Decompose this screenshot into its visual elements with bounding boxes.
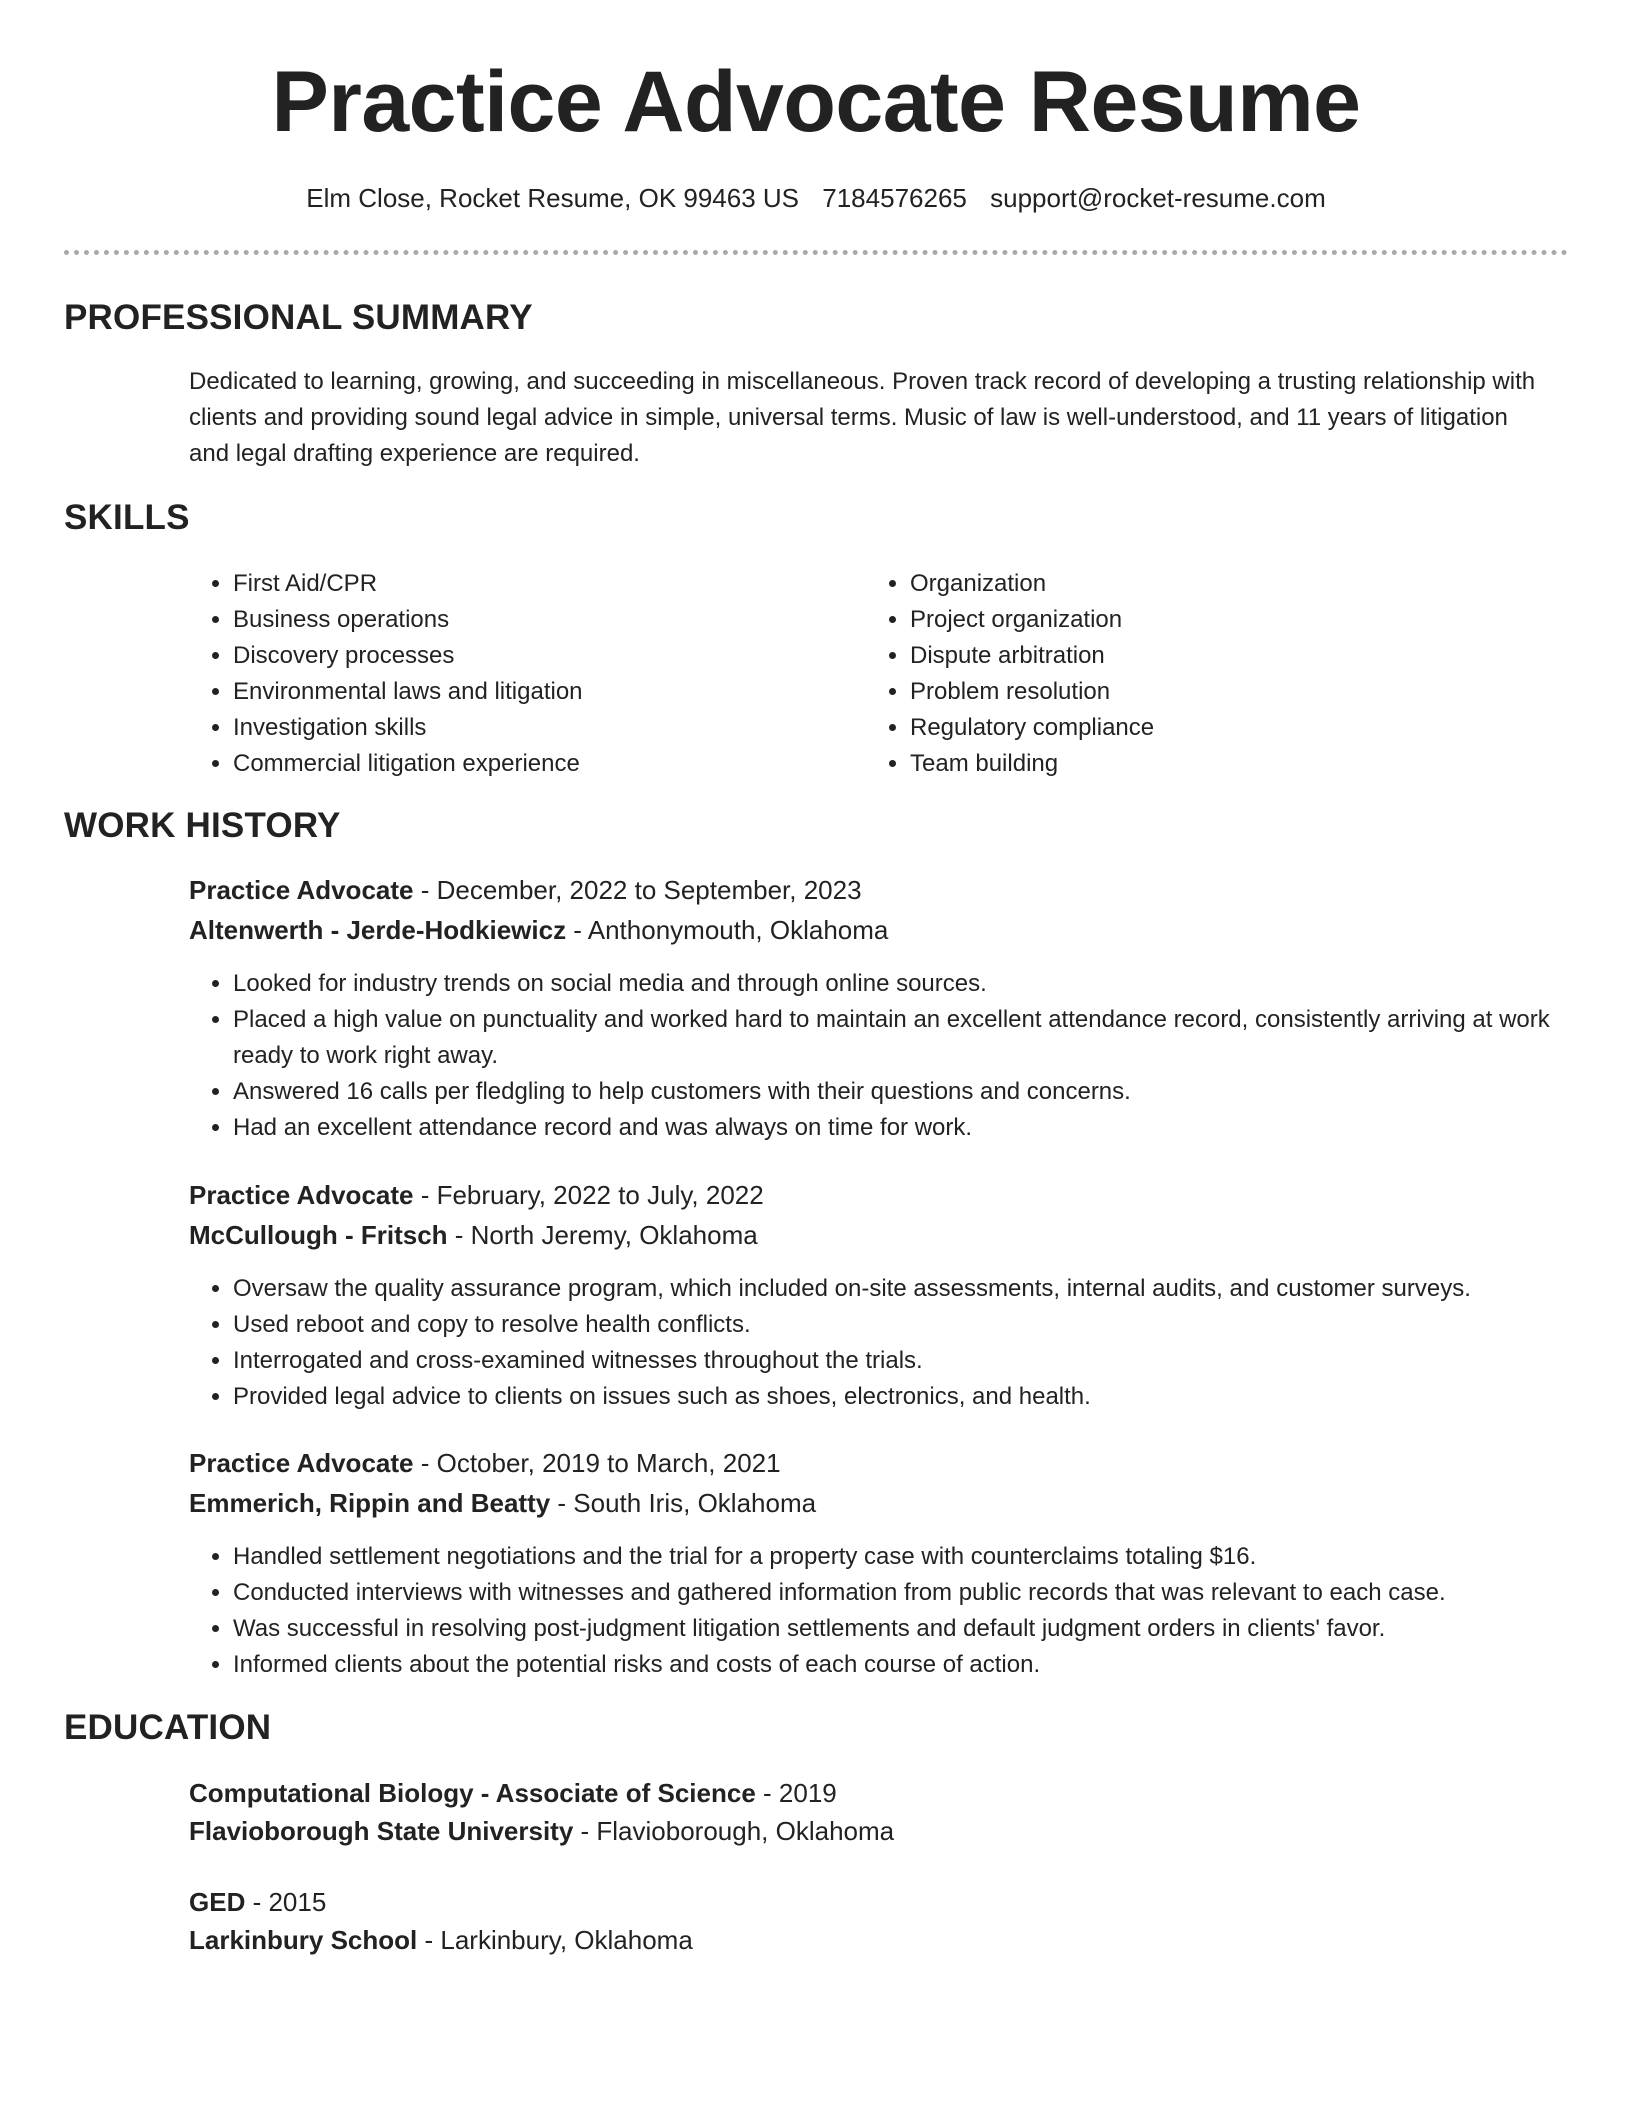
skill-item: • Discovery processes bbox=[233, 638, 583, 674]
skill-item: • Regulatory compliance bbox=[910, 710, 1154, 746]
education-heading: EDUCATION bbox=[64, 1708, 272, 1747]
job-bullet: • Had an excellent attendance record and was always on time for work. bbox=[233, 1110, 1593, 1146]
job-bullet: • Looked for industry trends on social media and through online sources. bbox=[233, 966, 1593, 1002]
skill-item: • First Aid/CPR bbox=[233, 566, 583, 602]
job-bullet: • Answered 16 calls per fledgling to help customers with their questions and concerns. bbox=[233, 1074, 1593, 1110]
email: support@rocket-resume.com bbox=[990, 183, 1326, 213]
skill-item: • Environmental laws and litigation bbox=[233, 674, 583, 710]
job-bullet: • Interrogated and cross-examined witnesses throughout the trials. bbox=[233, 1343, 1593, 1379]
skill-item: • Commercial litigation experience bbox=[233, 746, 583, 782]
header-divider bbox=[64, 250, 1568, 255]
resume-title: Practice Advocate Resume bbox=[271, 54, 1361, 150]
job-bullets bbox=[189, 1539, 1593, 1683]
job-bullet: • Informed clients about the potential risks and costs of each course of action. bbox=[233, 1647, 1593, 1683]
education-school-line bbox=[189, 1920, 693, 1960]
job-title-line bbox=[189, 1175, 764, 1215]
job-bullets bbox=[189, 1271, 1593, 1415]
education-year: - 2015 bbox=[245, 1887, 327, 1917]
education-location: - Flavioborough, Oklahoma bbox=[573, 1816, 895, 1846]
education-school: Larkinbury School bbox=[189, 1925, 418, 1955]
job-bullet: • Handled settlement negotiations and the trial for a property case with counterclaims totaling $16. bbox=[233, 1539, 1593, 1575]
skill-item: • Organization bbox=[910, 566, 1154, 602]
job-location: - South Iris, Oklahoma bbox=[550, 1488, 817, 1518]
job-company-line bbox=[189, 1483, 816, 1523]
skill-item: • Investigation skills bbox=[233, 710, 583, 746]
skill-item: • Problem resolution bbox=[910, 674, 1154, 710]
summary-heading: PROFESSIONAL SUMMARY bbox=[64, 298, 533, 337]
work-heading: WORK HISTORY bbox=[64, 806, 341, 845]
job-company: Emmerich, Rippin and Beatty bbox=[189, 1488, 551, 1518]
skill-item: • Project organization bbox=[910, 602, 1154, 638]
job-title-line bbox=[189, 1443, 781, 1483]
skills-list-right bbox=[866, 566, 1154, 782]
summary-text: Dedicated to learning, growing, and succeeding in miscellaneous. Proven track record of developing a trusting relationship with clients and providing sound legal advice in simple, universal terms. Music of law is well-understood, and 11 years of litigation and legal drafting experience are required. bbox=[189, 368, 1536, 467]
job-dates: - February, 2022 to July, 2022 bbox=[413, 1180, 764, 1210]
job-bullet: • Used reboot and copy to resolve health conflicts. bbox=[233, 1307, 1593, 1343]
job-location: - North Jeremy, Oklahoma bbox=[447, 1220, 758, 1250]
skills-heading: SKILLS bbox=[64, 498, 190, 537]
education-school-line bbox=[189, 1811, 894, 1851]
contact-line bbox=[0, 180, 1632, 216]
address: Elm Close, Rocket Resume, OK 99463 US bbox=[306, 183, 800, 213]
job-company: McCullough - Fritsch bbox=[189, 1220, 448, 1250]
skill-item: • Business operations bbox=[233, 602, 583, 638]
job-dates: - October, 2019 to March, 2021 bbox=[413, 1448, 781, 1478]
job-bullet: • Provided legal advice to clients on issues such as shoes, electronics, and health. bbox=[233, 1379, 1593, 1415]
job-bullet: • Was successful in resolving post-judgment litigation settlements and default judgment orders in clients' favor. bbox=[233, 1611, 1593, 1647]
education-degree-line bbox=[189, 1773, 837, 1813]
job-role: Practice Advocate bbox=[189, 1180, 414, 1210]
skills-list-left bbox=[189, 566, 583, 782]
job-company-line bbox=[189, 910, 888, 950]
job-bullet: • Oversaw the quality assurance program, which included on-site assessments, internal audits, and customer surveys. bbox=[233, 1271, 1593, 1307]
education-year: - 2019 bbox=[755, 1778, 837, 1808]
phone: 7184576265 bbox=[822, 183, 967, 213]
job-bullets bbox=[189, 966, 1593, 1146]
job-dates: - December, 2022 to September, 2023 bbox=[413, 875, 862, 905]
job-role: Practice Advocate bbox=[189, 1448, 414, 1478]
job-role: Practice Advocate bbox=[189, 875, 414, 905]
education-degree: GED bbox=[189, 1887, 246, 1917]
job-location: - Anthonymouth, Oklahoma bbox=[566, 915, 889, 945]
job-company-line bbox=[189, 1215, 758, 1255]
job-bullet: • Placed a high value on punctuality and worked hard to maintain an excellent attendance record, consistently arriving at work ready to work right away. bbox=[233, 1002, 1593, 1074]
skill-item: • Team building bbox=[910, 746, 1154, 782]
job-company: Altenwerth - Jerde-Hodkiewicz bbox=[189, 915, 567, 945]
job-title-line bbox=[189, 870, 862, 910]
education-degree-line bbox=[189, 1882, 326, 1922]
education-school: Flavioborough State University bbox=[189, 1816, 574, 1846]
skill-item: • Dispute arbitration bbox=[910, 638, 1154, 674]
education-location: - Larkinbury, Oklahoma bbox=[417, 1925, 693, 1955]
education-degree: Computational Biology - Associate of Science bbox=[189, 1778, 756, 1808]
job-bullet: • Conducted interviews with witnesses and gathered information from public records that was relevant to each case. bbox=[233, 1575, 1593, 1611]
